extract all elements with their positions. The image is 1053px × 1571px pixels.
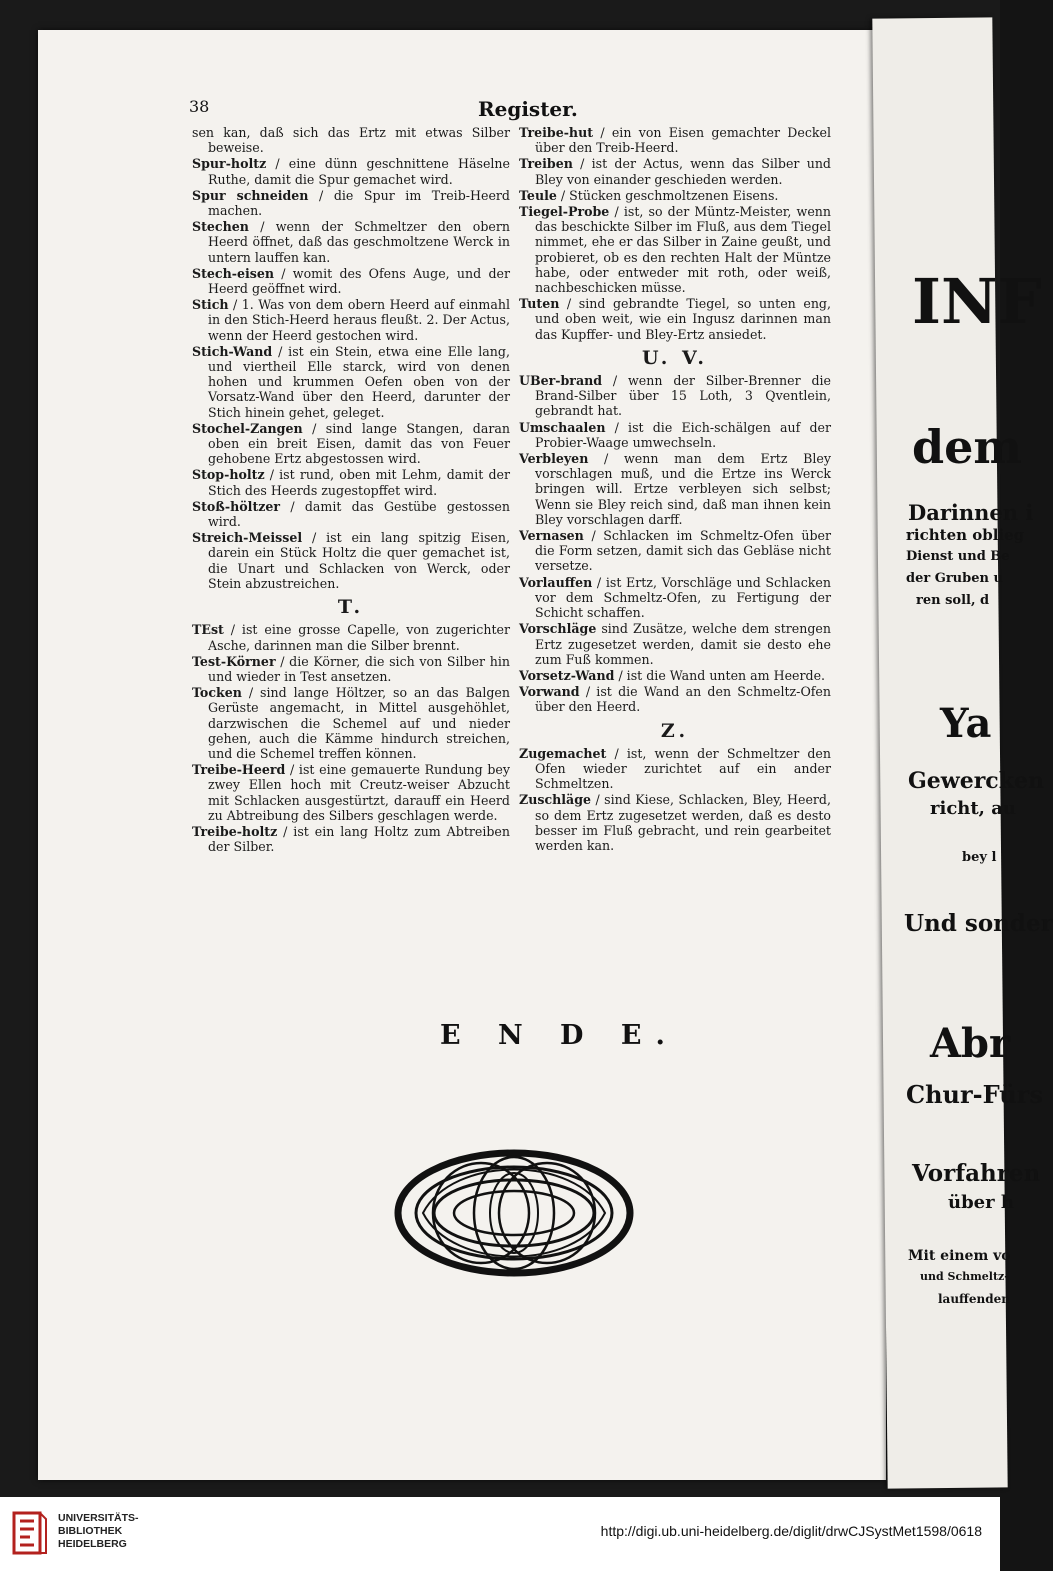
entry-definition: / ist, wenn der Schmeltzer den Ofen wieder zurichtet auf ein ander Schmeltzen. xyxy=(535,745,831,792)
viewer-footer xyxy=(0,1497,1000,1571)
register-entry xyxy=(192,125,510,155)
page-number: 38 xyxy=(189,97,210,116)
entry-definition: / ist Ertz, Vorschläge und Schlacken vor dem Schmeltz-Ofen, zu Fertigung der Schicht schaffen. xyxy=(535,574,831,621)
entry-term: Treibe-hut xyxy=(519,125,594,140)
entry-definition: / wenn der Silber-Brenner die Brand-Silber über 15 Loth, 3 Qventlein, gebrandt hat. xyxy=(535,373,831,419)
entry-term: Zugemachet xyxy=(519,745,607,761)
entry-definition: sind Zusätze, welche dem strengen Ertz zugesetzet werden, damit sie desto ehe zum Fuß kommen. xyxy=(535,621,831,667)
right-page-line: richt, au xyxy=(930,798,1016,819)
right-page-line: Vorfahren xyxy=(912,1160,1041,1187)
right-page-line: bey l xyxy=(962,850,997,865)
register-entry xyxy=(192,344,510,420)
right-page-line: INF xyxy=(912,265,1042,338)
entry-term: TEst xyxy=(192,622,224,638)
entry-term: Vorschläge xyxy=(519,621,597,637)
entry-term: Treibe-Heerd xyxy=(192,762,286,778)
entry-term: Vorwand xyxy=(519,684,580,700)
entry-term: Umschaalen xyxy=(519,419,606,435)
right-page-line: richten oblieg xyxy=(906,526,1025,544)
register-entry xyxy=(192,266,510,296)
section-heading: Z. xyxy=(660,719,690,742)
entry-term: Tocken xyxy=(192,685,242,701)
ornament-knot xyxy=(393,1145,635,1281)
entry-definition: / sind Kiese, Schlacken, Bley, Heerd, so dem Ertz zugesetzet werden, daß es desto besser im Fluß gebracht, und rein gearbeitet werden kan. xyxy=(535,792,831,853)
entry-definition: / Schlacken im Schmeltz-Ofen über die Form setzen, damit sich das Gebläse nicht versetze. xyxy=(535,528,831,574)
right-page-line: Gewercken xyxy=(908,768,1044,794)
right-page-line: und Schmeltz- xyxy=(920,1270,1009,1283)
register-entry xyxy=(519,746,831,792)
entry-term: Test-Körner xyxy=(192,653,276,669)
entry-term: Tuten xyxy=(519,296,560,312)
entry-definition: / ist eine gemauerte Rundung bey zwey Ellen hoch mit Creutz-weiser Abzucht mit Schlacken ausgestürtzt, darauff ein Heerd zu Abtreibung des Silbers geschlagen werde. xyxy=(208,762,510,823)
page-heading: Register. xyxy=(478,97,578,121)
library-name-line: BIBLIOTHEK xyxy=(58,1525,123,1537)
entry-definition: / sind gebrandte Tiegel, so unten eng, und oben weit, wie ein Ingusz darinnen man das Kupffer- und Bley-Ertz ansiedet. xyxy=(535,296,831,342)
register-entry xyxy=(519,792,831,853)
library-name-line: HEIDELBERG xyxy=(58,1538,127,1550)
right-page-line: Mit einem vo xyxy=(908,1248,1011,1264)
page-url-link[interactable]: http://digi.ub.uni-heidelberg.de/diglit/drwCJSystMet1598/0618 xyxy=(600,1523,982,1539)
section-heading: T. xyxy=(337,596,365,619)
library-name-line: UNIVERSITÄTS- xyxy=(58,1512,139,1524)
register-entry xyxy=(519,668,831,683)
right-page-line: der Gruben u xyxy=(906,571,1003,586)
right-page-line: Und sonder xyxy=(904,910,1053,937)
right-page xyxy=(872,17,1007,1488)
entry-term: Stich-Wand xyxy=(192,343,273,359)
entry-definition: / ist ein lang spitzig Eisen, darein ein Stück Holtz die quer gemachet ist, die Unart und Schlacken von Werck, oder Stein abzustreichen. xyxy=(208,530,510,591)
section-heading: U. V. xyxy=(641,346,709,369)
entry-term: Stech-eisen xyxy=(192,265,275,281)
entry-term: Zuschläge xyxy=(519,792,592,808)
register-entry xyxy=(192,530,510,591)
right-page-line: Abr xyxy=(930,1020,1011,1067)
register-entry xyxy=(519,528,831,574)
register-entry xyxy=(192,622,510,652)
library-logo-icon[interactable] xyxy=(12,1509,48,1557)
register-entry xyxy=(192,824,510,854)
entry-term: Vernasen xyxy=(519,528,584,544)
entry-term: Stich xyxy=(192,297,229,313)
ende-text: E N D E. xyxy=(440,1020,679,1051)
right-page-line: Ya xyxy=(940,700,992,747)
entry-definition: / wenn man dem Ertz Bley vorschlagen muß, und die Ertze ins Werck bringen will. Ertze verbleyen sich selbst; Wenn sie Bley reich sind, daß man ihnen kein Bley vorschlagen darff. xyxy=(535,451,831,527)
register-entry xyxy=(192,188,510,218)
library-name[interactable] xyxy=(58,1512,139,1551)
entry-definition: / sind lange Stangen, daran oben ein breit Eisen, damit das von Feuer gehobene Ertz abgestossen wird. xyxy=(208,420,510,467)
entry-definition: / die Spur im Treib-Heerd machen. xyxy=(208,187,510,219)
entry-definition: / ist die Wand unten am Heerde. xyxy=(614,667,826,683)
entry-term: Treiben xyxy=(519,156,573,172)
entry-definition: / ist der Actus, wenn das Silber und Bley von einander geschieden werden. xyxy=(535,156,831,187)
entry-term: Teule xyxy=(519,187,557,203)
entry-term: UBer-brand xyxy=(519,373,603,389)
entry-definition: / ist eine grosse Capelle, von zugerichter Asche, darinnen man die Silber brennt. xyxy=(208,622,510,653)
entry-term: Treibe-holtz xyxy=(192,823,278,839)
entry-definition: / sind lange Höltzer, so an das Balgen Gerüste angemacht, in Mittel ausgehöhlet, darzwischen die Schemel auf und nieder gehen, auch die Kämme hindurch streichen, und die Schemel treffen können. xyxy=(208,685,510,761)
entry-definition: / damit das Gestübe gestossen wird. xyxy=(208,498,510,530)
register-entry xyxy=(192,654,510,684)
entry-term: Stechen xyxy=(192,219,249,235)
right-page-line: dem xyxy=(912,420,1023,474)
entry-definition: / ist ein lang Holtz zum Abtreiben der Silber. xyxy=(208,823,510,855)
right-page-line: Darinnen i xyxy=(908,500,1034,525)
entry-definition: / ist rund, oben mit Lehm, damit der Stich des Heerds zugestopffet wird. xyxy=(208,467,510,498)
entry-term: Vorlauffen xyxy=(519,574,593,590)
register-entry xyxy=(192,156,510,186)
register-entry xyxy=(519,204,831,295)
register-entry xyxy=(192,499,510,529)
right-column xyxy=(519,125,831,854)
register-entry xyxy=(519,684,831,714)
right-page-line: Dienst und Be xyxy=(906,549,1010,564)
register-entry xyxy=(192,685,510,761)
register-entry xyxy=(519,125,831,155)
register-entry xyxy=(192,421,510,467)
register-entry xyxy=(192,219,510,265)
entry-term: Streich-Meissel xyxy=(192,530,303,546)
register-entry xyxy=(192,297,510,343)
register-entry xyxy=(519,420,831,450)
register-entry xyxy=(519,296,831,342)
entry-term: Spur schneiden xyxy=(192,187,309,203)
register-entry xyxy=(519,373,831,419)
entry-definition: / ist die Eich-schälgen auf der Probier-Waage umwechseln. xyxy=(535,419,831,450)
entry-term: Stop-holtz xyxy=(192,467,265,483)
entry-definition: / ist, so der Müntz-Meister, wenn das beschickte Silber im Fluß, aus dem Tiegel nimmet, ehe er das Silber in Zaine geußt, und probieret, ob es den rechten Halt der Müntze habe, oder entweder mit roth, oder weiß, nachbeschicken müsse. xyxy=(535,204,831,296)
register-entry xyxy=(192,762,510,823)
entry-definition: / ist die Wand an den Schmeltz-Ofen über den Heerd. xyxy=(535,684,831,715)
entry-term: Stoß-höltzer xyxy=(192,498,281,514)
entry-term: Spur-holtz xyxy=(192,156,267,172)
right-page-line: ren soll, d xyxy=(916,593,990,608)
entry-term: Tiegel-Probe xyxy=(519,204,610,220)
right-page-line: über h xyxy=(948,1192,1014,1213)
register-entry xyxy=(519,575,831,621)
entry-definition: sen kan, daß sich das Ertz mit etwas Silber beweise. xyxy=(192,125,510,156)
entry-definition: / die Körner, die sich von Silber hin und wieder in Test ansetzen. xyxy=(208,653,510,684)
entry-definition: / wenn der Schmeltzer den obern Heerd öffnet, daß das geschmoltzene Werck in untern lauffen kan. xyxy=(208,219,510,265)
entry-definition: / ist ein Stein, etwa eine Elle lang, und viertheil Elle starck, wird von denen hohen und krummen Oefen oben von der Vorsatz-Wand über den Heerd, darunter der Stich hinein gehet, geleget. xyxy=(208,343,510,420)
entry-definition: / womit des Ofens Auge, und der Heerd geöffnet wird. xyxy=(208,265,510,297)
entry-term: Vorsetz-Wand xyxy=(519,667,615,683)
entry-definition: / ein von Eisen gemachter Deckel über den Treib-Heerd. xyxy=(535,125,831,156)
register-entry xyxy=(192,467,510,497)
register-entry xyxy=(519,451,831,527)
right-page-line: Chur-Fürs xyxy=(906,1080,1043,1109)
register-entry xyxy=(519,156,831,186)
entry-definition: / eine dünn geschnittene Häselne Ruthe, damit die Spur gemachet wird. xyxy=(208,156,510,187)
register-entry xyxy=(519,621,831,667)
entry-definition: / Stücken geschmoltzenen Eisens. xyxy=(556,187,779,203)
register-entry xyxy=(519,188,831,203)
entry-term: Verbleyen xyxy=(519,451,589,467)
left-column xyxy=(192,125,510,855)
right-page-line: lauffenden xyxy=(938,1292,1011,1306)
entry-term: Stochel-Zangen xyxy=(192,420,303,436)
entry-definition: / 1. Was von dem obern Heerd auf einmahl in den Stich-Heerd heraus fleußt. 2. Der Actus, wenn der Heerd gestochen wird. xyxy=(208,297,510,343)
